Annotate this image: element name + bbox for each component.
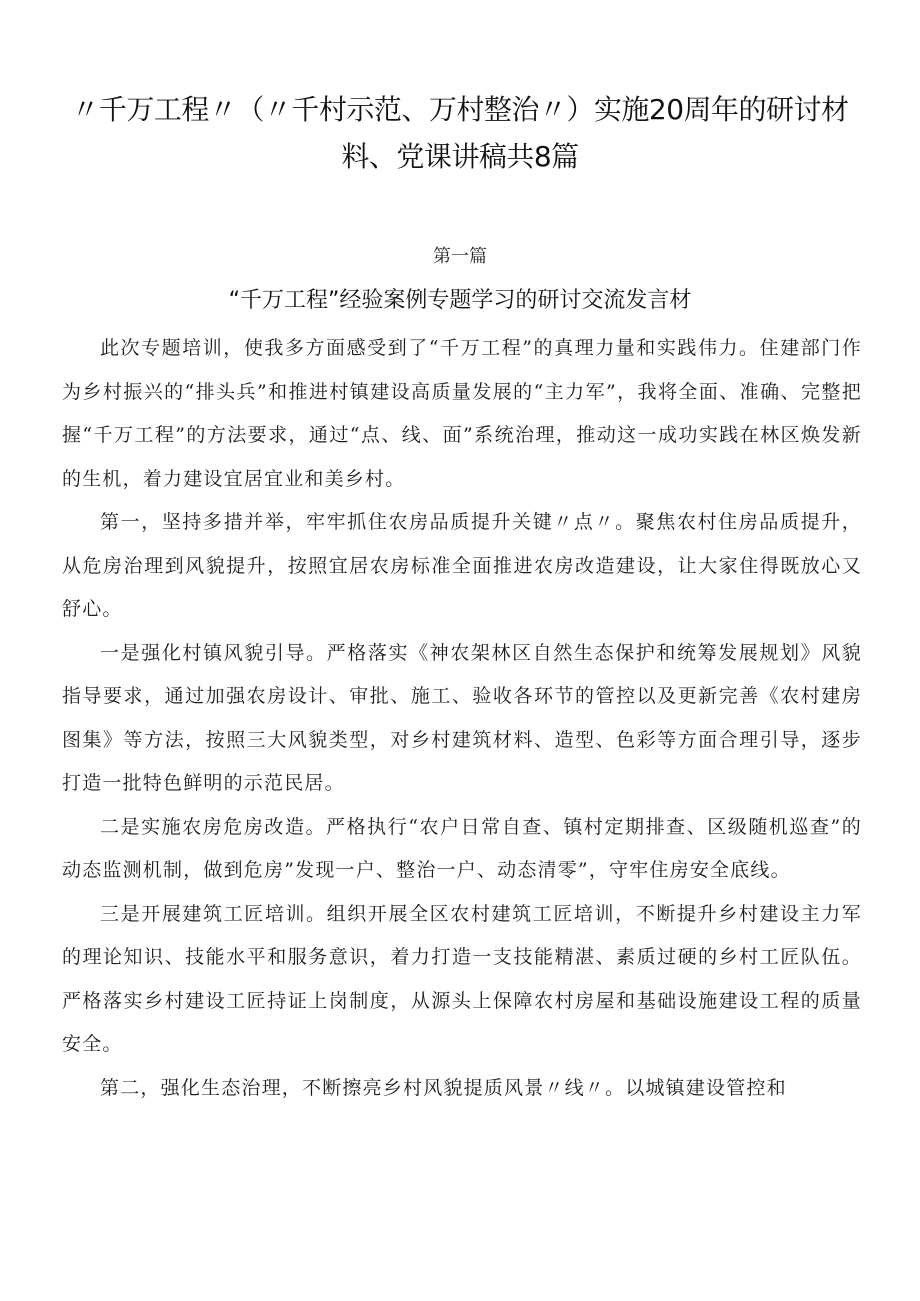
paragraph: 第一，坚持多措并举，牢牢抓住农房品质提升关键〃点〃。聚焦农村住房品质提升，从危房治理到风貌提升，按照宜居农房标准全面推进农房改造建设，让大家住得既放心又舒心。 (62, 511, 862, 620)
paragraph: 二是实施农房危房改造。严格执行“农户日常自查、镇村定期排查、区级随机巡查”的动态监测机制，做到危房”发现一户、整治一户、动态清零”，守牢住房安全底线。 (62, 815, 862, 881)
body-text (62, 327, 862, 1110)
paragraph: 第二，强化生态治理，不断擦亮乡村风貌提质风景〃线〃。以城镇建设管控和 (100, 1076, 787, 1099)
section-label: 第一篇 (433, 246, 487, 267)
paragraph: 此次专题培训，使我多方面感受到了“千万工程”的真理力量和实践伟力。住建部门作为乡村振兴的“排头兵”和推进村镇建设高质量发展的“主力军”，我将全面、准确、完整把握“千万工程”的方法要求，通过“点、线、面”系统治理，推动这一成功实践在林区焕发新的生机，着力建设宜居宜业和美乡村。 (62, 337, 862, 490)
section-title: “千万工程”经验案例专题学习的研讨交流发言材 (228, 288, 692, 313)
paragraph: 三是开展建筑工匠培训。组织开展全区农村建筑工匠培训，不断提升乡村建设主力军的理论知识、技能水平和服务意识，着力打造一支技能精湛、素质过硬的乡村工匠队伍。严格落实乡村建设工匠持证上岗制度，从源头上保障农村房屋和基础设施建设工程的质量安全。 (62, 902, 862, 1055)
paragraph: 一是强化村镇风貌引导。严格落实《神农架林区自然生态保护和统筹发展规划》风貌指导要求，通过加强农房设计、审批、施工、验收各环节的管控以及更新完善《农村建房图集》等方法，按照三大风貌类型，对乡村建筑材料、造型、色彩等方面合理引导，逐步打造一批特色鲜明的示范民居。 (62, 641, 862, 794)
document-title: 〃千万工程〃（〃千村示范、万村整治〃）实施20周年的研讨材料、党课讲稿共8篇 (71, 93, 849, 173)
